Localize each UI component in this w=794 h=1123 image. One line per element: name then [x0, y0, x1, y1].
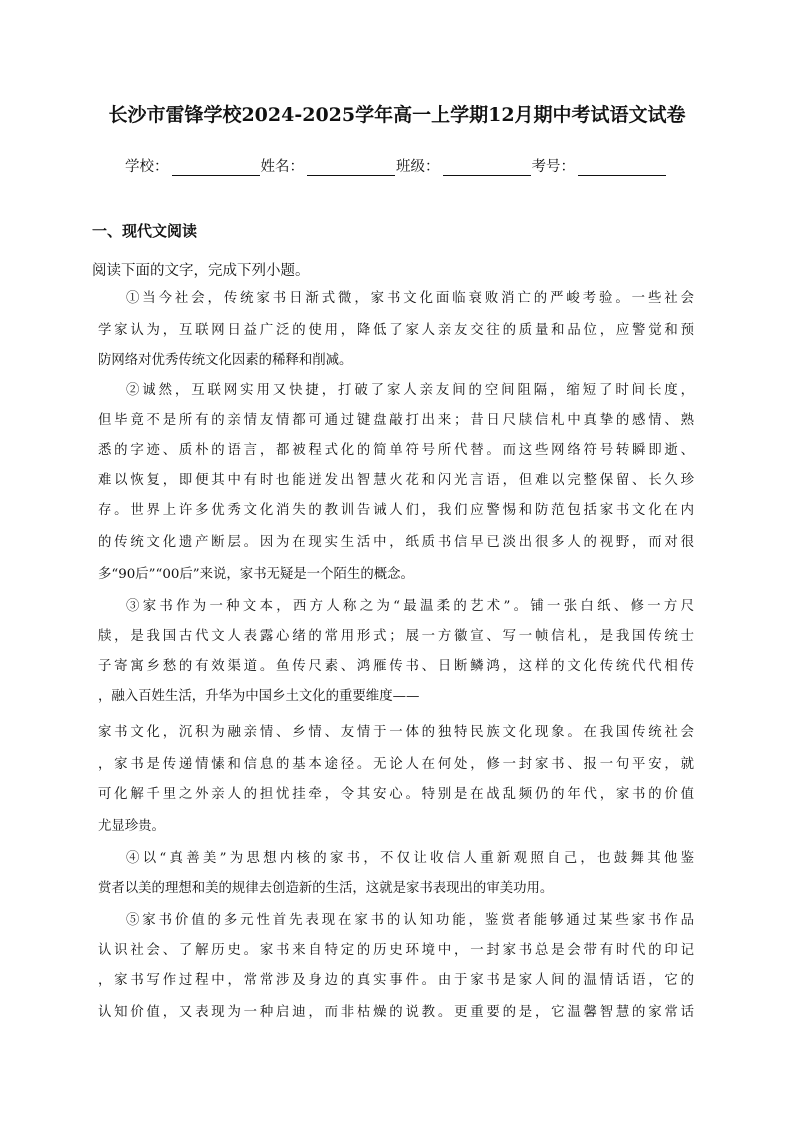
passage-line: 防网络对优秀传统文化因素的稀释和削减。 [98, 353, 353, 368]
passage-line: 尤显珍贵。 [98, 819, 165, 834]
reading-instructions: 阅读下面的文字，完成下列小题。 [92, 263, 310, 279]
class-label: 班级： [396, 159, 440, 175]
exam-number-label: 考号： [531, 159, 575, 175]
passage-line: 赏者以美的理想和美的规律去创造新的生活，这就是家书表现出的审美功用。 [98, 881, 554, 896]
passage-line: 悉的字迹、质朴的语言，都被程式化的简单符号所代替。而这些网络符号转瞬即逝、 [98, 443, 694, 458]
student-info-row [125, 152, 685, 176]
passage-line: 难以恢复，即便其中有时也能迸发出智慧火花和闪光言语，但难以完整保留、长久珍 [98, 473, 694, 488]
passage-line: ，家书写作过程中，常常涉及身边的真实事件。由于家书是家人间的温情话语，它的 [98, 973, 694, 988]
class-blank[interactable] [443, 157, 531, 176]
school-field [125, 155, 261, 176]
passage-line: 牍，是我国古代文人表露心绪的常用形式；展一方徽宣、写一帧信札，是我国传统士 [98, 629, 694, 644]
exam-title: 长沙市雷锋学校2024-2025学年高一上学期12月期中考试语文试卷 [108, 104, 686, 126]
passage-line: 存。世界上许多优秀文化消失的教训告诫人们，我们应警惕和防范包括家书文化在内 [98, 503, 694, 518]
school-label: 学校： [125, 159, 169, 175]
passage-line: ，融入百姓生活，升华为中国乡土文化的重要维度—— [98, 689, 420, 704]
exam-number-field [532, 155, 668, 176]
passage-line: 多“90后”“00后”来说，家书无疑是一个陌生的概念。 [98, 567, 414, 582]
passage-line: 的传统文化遗产断层。因为在现实生活中，纸质书信早已淡出很多人的视野，而对很 [98, 535, 694, 550]
passage-line: 学家认为，互联网日益广泛的使用，降低了家人亲友交往的质量和品位，应警觉和预 [98, 323, 694, 338]
name-blank[interactable] [307, 157, 395, 176]
passage-line: 认识社会、了解历史。家书来自特定的历史环境中，一封家书总是会带有时代的印记 [98, 943, 694, 958]
name-field [261, 155, 397, 176]
passage-line: ④以“真善美”为思想内核的家书，不仅让收信人重新观照自己，也鼓舞其他鉴 [126, 851, 694, 866]
passage-line: 认知价值，又表现为一种启迪，而非枯燥的说教。更重要的是，它温馨智慧的家常话 [98, 1005, 694, 1020]
passage-line: 可化解千里之外亲人的担忧挂牵，令其安心。特别是在战乱频仍的年代，家书的价值 [98, 787, 694, 802]
passage-line: ⑤家书价值的多元性首先表现在家书的认知功能，鉴赏者能够通过某些家书作品 [126, 913, 694, 928]
school-blank[interactable] [172, 157, 260, 176]
passage-line: ，家书是传递情愫和信息的基本途径。无论人在何处，修一封家书、报一句平安，就 [98, 757, 694, 772]
passage-line: 但毕竟不是所有的亲情友情都可通过键盘敲打出来；昔日尺牍信札中真挚的感情、熟 [98, 413, 694, 428]
passage-line: ①当今社会，传统家书日渐式微，家书文化面临衰败消亡的严峻考验。一些社会 [126, 291, 694, 306]
name-label: 姓名： [260, 159, 304, 175]
passage-line: ②诚然，互联网实用又快捷，打破了家人亲友间的空间阻隔，缩短了时间长度， [126, 383, 694, 398]
section-heading: 一、现代文阅读 [92, 222, 198, 240]
passage-line: 子寄寓乡愁的有效渠道。鱼传尺素、鸿雁传书、日断鳞鸿，这样的文化传统代代相传 [98, 659, 694, 674]
exam-number-blank[interactable] [578, 157, 666, 176]
passage-line: 家书文化，沉积为融亲情、乡情、友情于一体的独特民族文化现象。在我国传统社会 [98, 725, 694, 740]
passage-line: ③家书作为一种文本，西方人称之为“最温柔的艺术”。铺一张白纸、修一方尺 [126, 599, 694, 614]
class-field [396, 155, 532, 176]
